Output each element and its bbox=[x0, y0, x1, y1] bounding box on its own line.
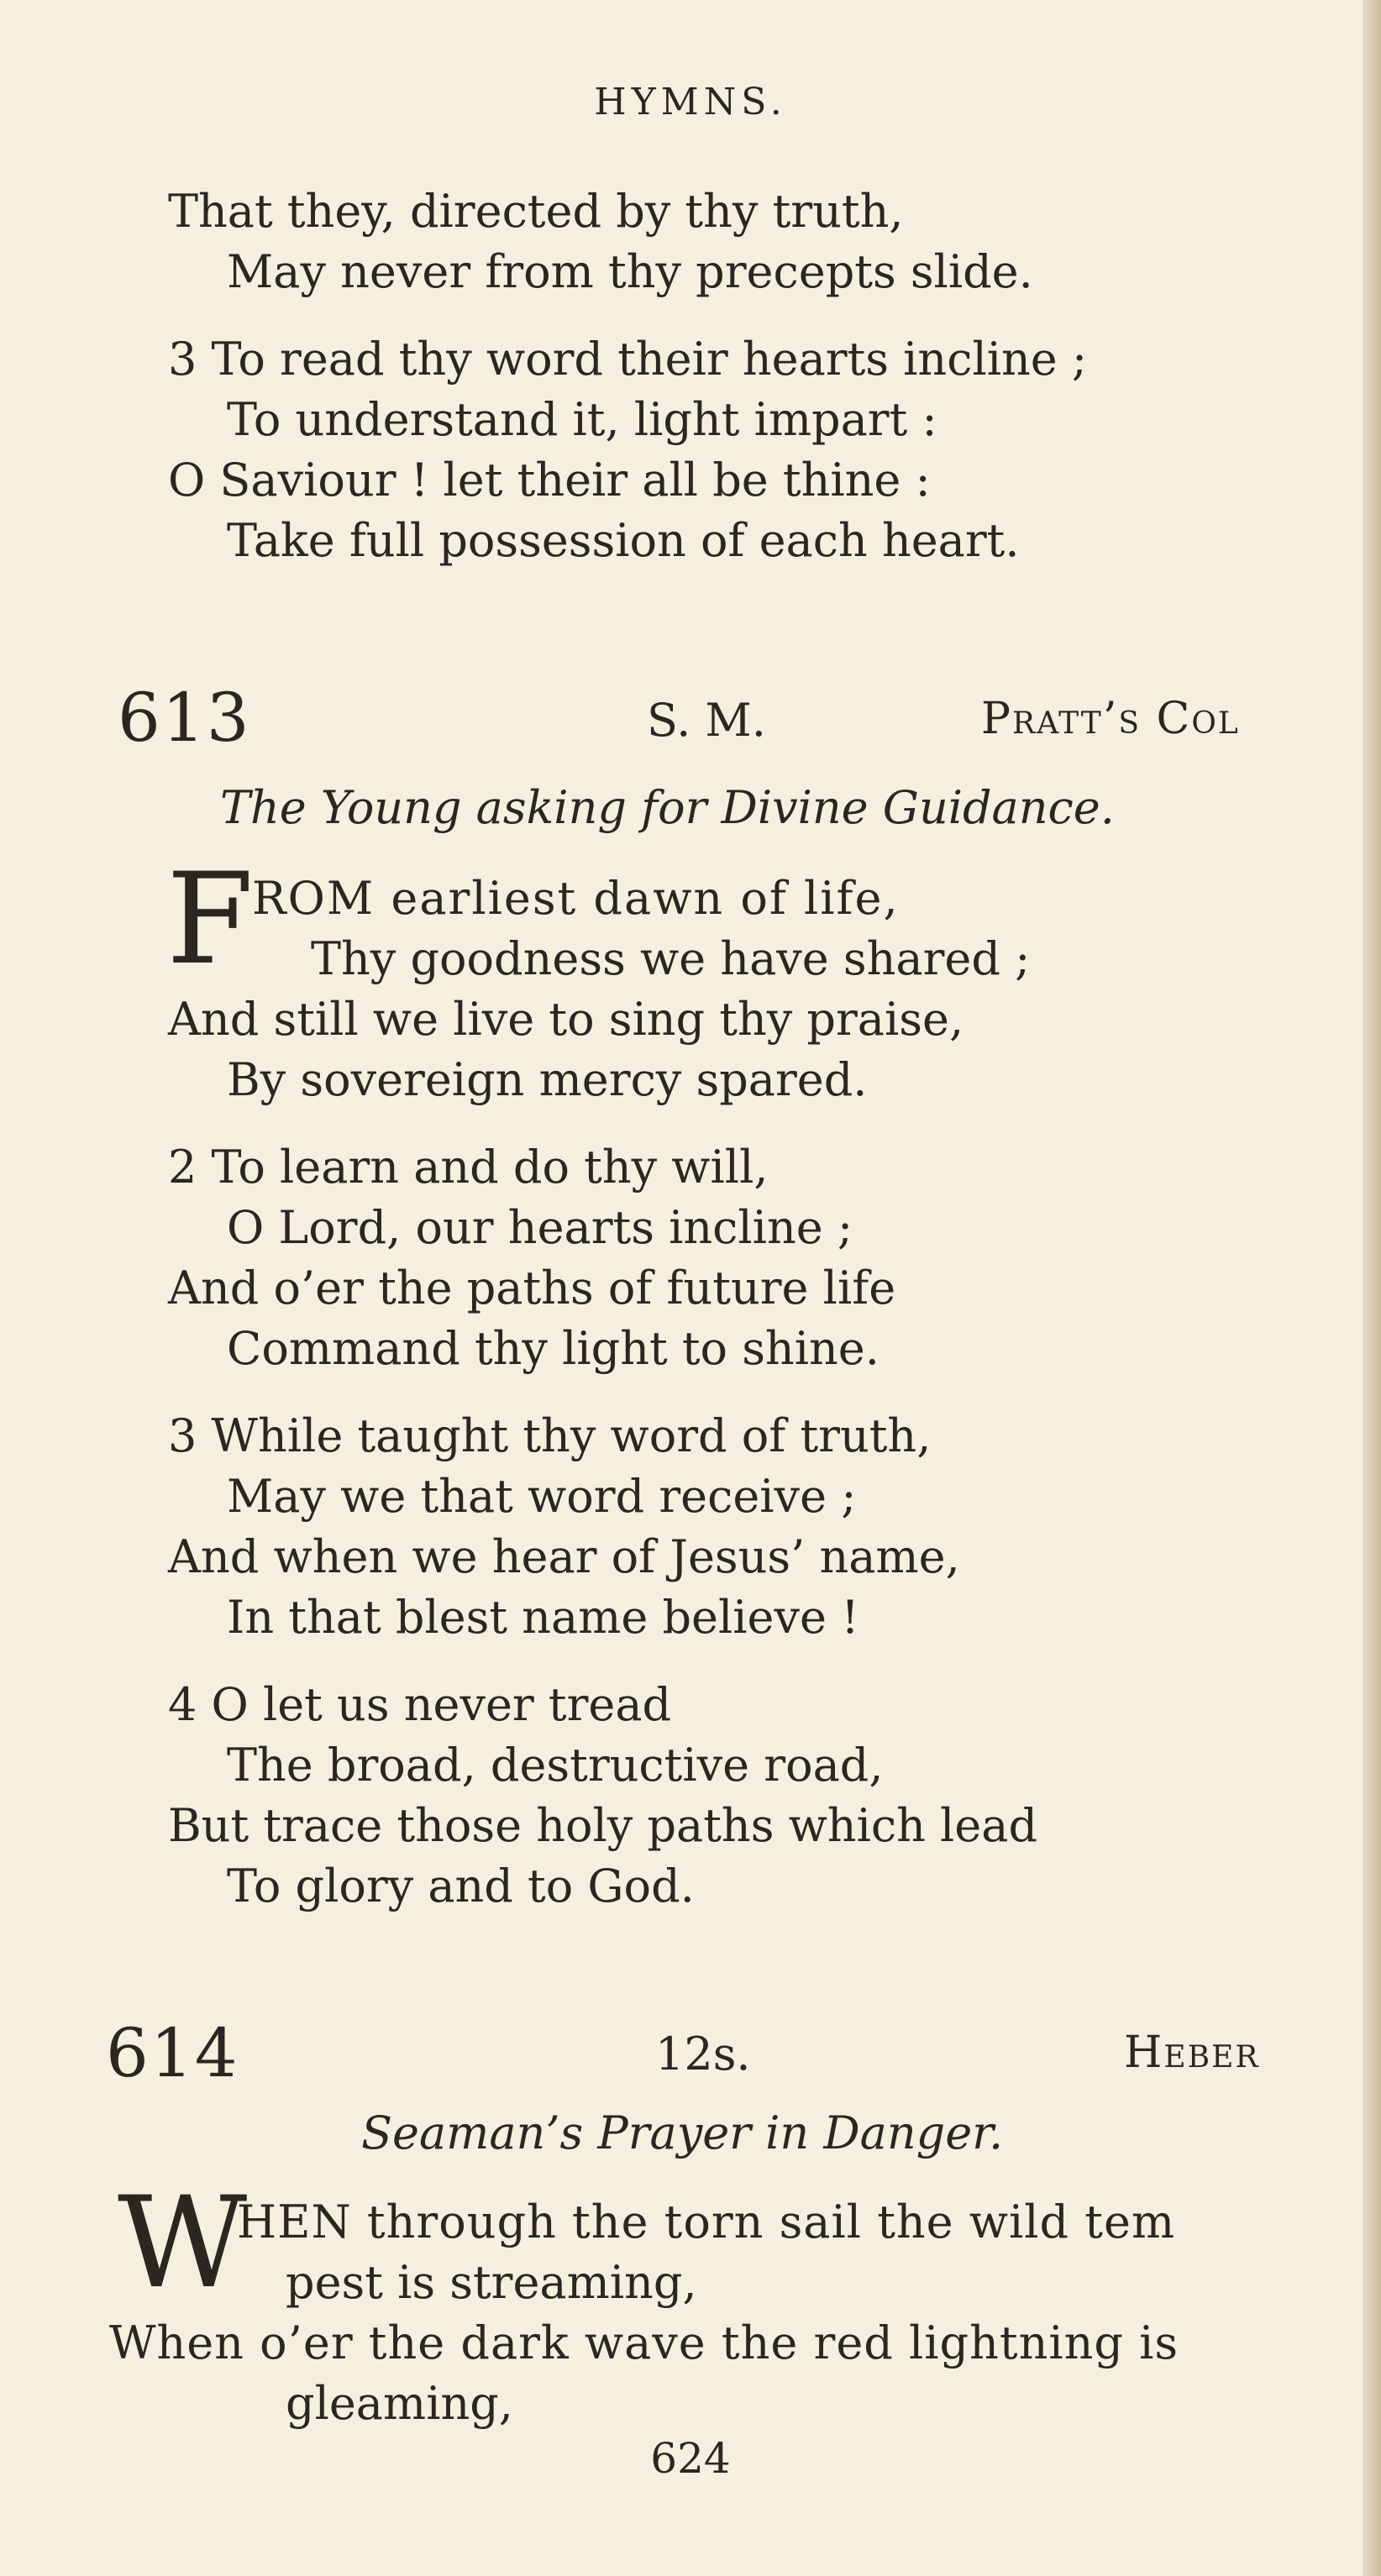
running-header: HYMNS. bbox=[594, 81, 787, 123]
hymn-source: Heber bbox=[1124, 2028, 1260, 2078]
hymn-number: 613 bbox=[118, 679, 251, 757]
page-edge bbox=[1363, 0, 1381, 2576]
verse-line: Take full possession of each heart. bbox=[227, 514, 1020, 567]
verse-line: Command thy light to shine. bbox=[227, 1322, 880, 1375]
verse-line: May we that word receive ; bbox=[227, 1470, 857, 1523]
verse-line: And still we live to sing thy praise, bbox=[168, 993, 964, 1046]
hymn-meter: S. M. bbox=[647, 694, 766, 747]
page-number: 624 bbox=[650, 2434, 731, 2483]
verse-line: 2 To learn and do thy will, bbox=[168, 1141, 769, 1194]
verse-line: ROM earliest dawn of life, bbox=[252, 872, 900, 925]
verse-line: Thy goodness we have shared ; bbox=[311, 932, 1031, 985]
verse-line: gleaming, bbox=[286, 2377, 513, 2430]
hymn-number: 614 bbox=[106, 2014, 239, 2092]
verse-line: 3 To read thy word their hearts incline ; bbox=[168, 333, 1088, 386]
hymn-title: Seaman’s Prayer in Danger. bbox=[361, 2106, 1004, 2159]
verse-line: And o’er the paths of future life bbox=[168, 1262, 896, 1314]
hymn-meter: 12s. bbox=[655, 2028, 751, 2080]
verse-line: That they, directed by thy truth, bbox=[168, 185, 904, 238]
verse-line: The broad, destructive road, bbox=[227, 1739, 884, 1792]
verse-line: And when we hear of Jesus’ name, bbox=[168, 1530, 960, 1583]
verse-line: 4 O let us never tread bbox=[168, 1678, 672, 1731]
verse-line: By sovereign mercy spared. bbox=[227, 1053, 868, 1106]
drop-cap: W bbox=[118, 2170, 248, 2316]
verse-line: O Saviour ! let their all be thine : bbox=[168, 454, 931, 506]
verse-line: In that blest name believe ! bbox=[227, 1591, 859, 1644]
hymn-source: Pratt’s Col bbox=[981, 694, 1240, 744]
verse-line: pest is streaming, bbox=[286, 2256, 697, 2309]
verse-line: To glory and to God. bbox=[227, 1860, 695, 1912]
verse-line: When o’er the dark wave the red lightning is bbox=[109, 2316, 1179, 2369]
verse-line: O Lord, our hearts incline ; bbox=[227, 1201, 853, 1254]
verse-line: HEN through the torn sail the wild tem bbox=[237, 2196, 1176, 2248]
hymn-title: The Young asking for Divine Guidance. bbox=[220, 781, 1115, 834]
verse-line: May never from thy precepts slide. bbox=[227, 245, 1033, 298]
drop-cap: F bbox=[166, 847, 255, 993]
verse-line: 3 While taught thy word of truth, bbox=[168, 1409, 932, 1462]
verse-line: But trace those holy paths which lead bbox=[168, 1799, 1038, 1852]
verse-line: To understand it, light impart : bbox=[227, 393, 937, 446]
